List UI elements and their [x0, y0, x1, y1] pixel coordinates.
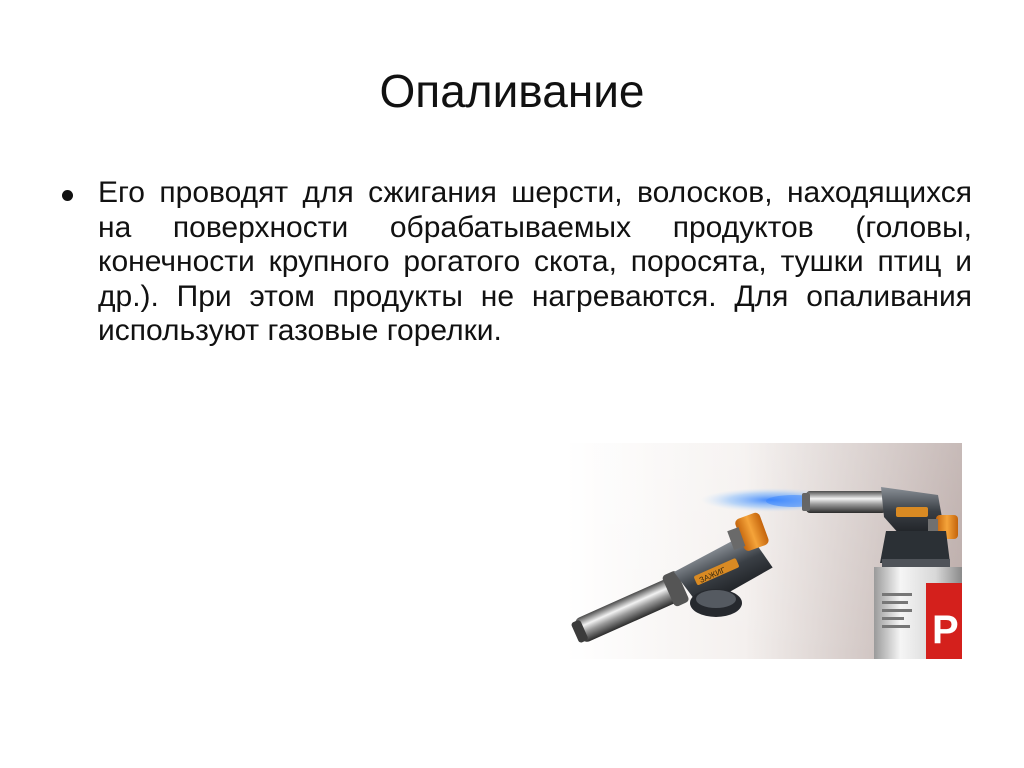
bullet-item — [60, 176, 972, 349]
bullet-text: Его проводят для сжигания шерсти, волосков, находящихся на поверхности обрабатываемых продуктов (головы, конечности крупного рогатого скота, поросята, тушки птиц и др.). При этом продукты не нагреваются. Для опаливания используют газовые горелки. — [98, 176, 972, 347]
slide-title: Опаливание — [379, 65, 645, 117]
bullet-dot-icon — [62, 190, 73, 201]
svg-text:ЗАЖИГ: ЗАЖИГ — [697, 565, 727, 585]
svg-text:P: P — [932, 608, 959, 652]
bullet-list — [60, 176, 972, 349]
gas-torch-photo — [566, 443, 962, 659]
